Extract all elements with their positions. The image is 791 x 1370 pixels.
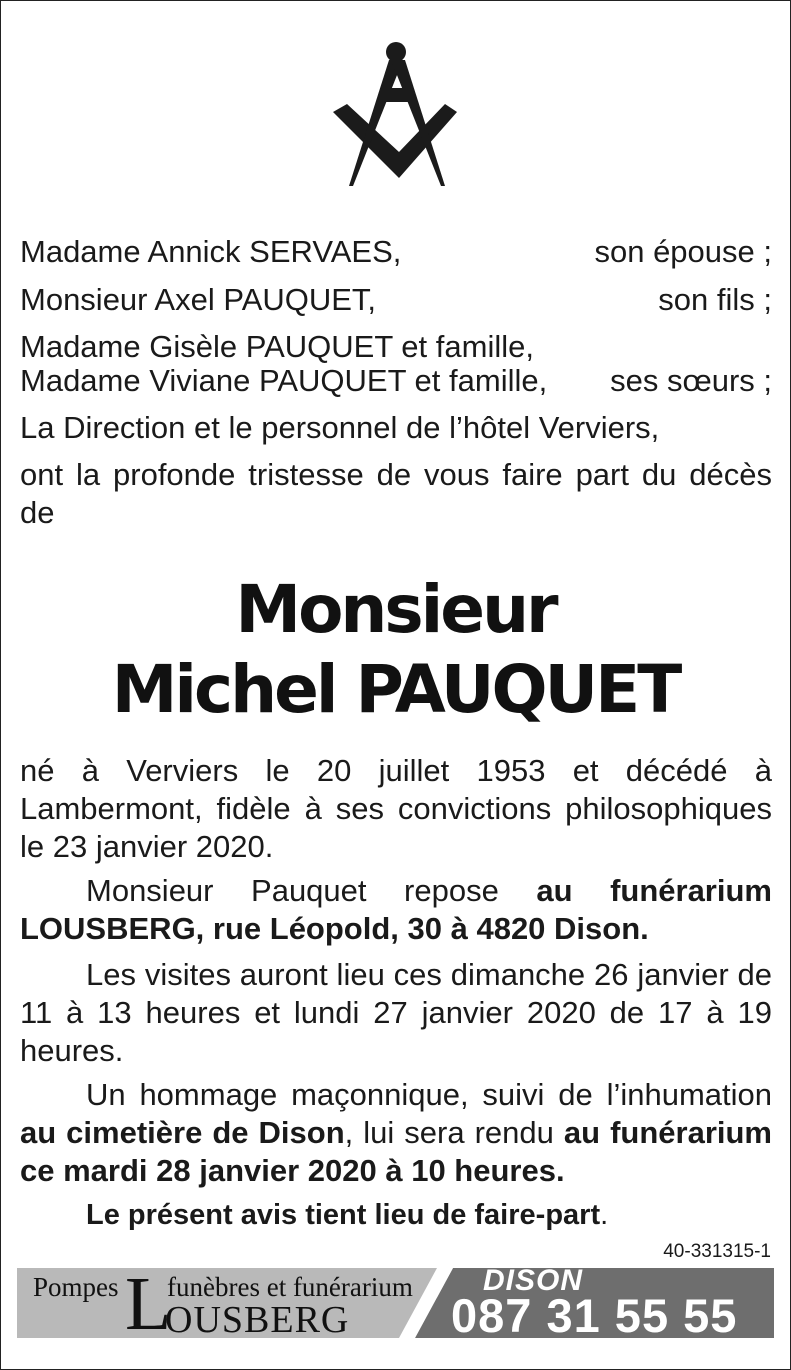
city-label: DISON [483,1268,584,1297]
family-name: Madame Gisèle PAUQUET et famille, [20,329,534,364]
family-line-4 [20,362,772,400]
pompes-text: Pompes [33,1272,119,1302]
family-relation: son fils ; [658,282,772,317]
ceremony-text-1: Un hommage maçonnique, suivi de l’inhumation [86,1077,772,1112]
ceremony-paragraph [20,1076,772,1190]
family-relation: ses sœurs ; [610,363,772,398]
visits-paragraph: Les visites auront lieu ces dimanche 26 janvier de 11 à 13 heures et lundi 27 janvier 2020 de 17 à 19 heures. [20,957,772,1068]
repose-paragraph [20,872,772,948]
closing-punct: . [600,1199,609,1231]
square-and-compass-emblem [329,40,461,186]
family-relation: son épouse ; [594,234,772,269]
cemetery-text: au cimetière de Dison [20,1115,345,1150]
birth-death-paragraph: né à Verviers le 20 juillet 1953 et décédé à Lambermont, fidèle à ses convictions philosophiques le 23 janvier 2020. [20,753,772,864]
family-line-5 [20,409,772,447]
closing-text: Le présent avis tient lieu de faire-part [86,1199,601,1231]
closing-note [86,1196,608,1234]
ceremony-text-2: , lui sera rendu [344,1115,564,1150]
family-name: Madame Annick SERVAES, [20,234,402,269]
lousberg-name: OUSBERG [165,1299,350,1338]
funerarium-address: au funérarium LOUSBERG, rue Léopold, 30 à 4820 Dison. [20,873,772,946]
repose-text: Monsieur Pauquet repose [86,873,537,908]
funeral-home-banner [17,1268,774,1338]
phone-number: 087 31 55 55 [451,1289,738,1338]
services-text: funèbres et funérarium [167,1272,413,1302]
family-name: La Direction et le personnel de l’hôtel Verviers, [20,410,660,445]
lousberg-initial: L [125,1268,172,1338]
intro-text: ont la profonde tristesse de vous faire part du décès de [20,457,772,530]
family-line-2 [20,281,772,319]
deceased-title: Monsieur [235,571,556,648]
ceremony-date: au funérarium ce mardi 28 janvier 2020 à 10 heures. [20,1115,772,1188]
family-name: Madame Viviane PAUQUET et famille, [20,363,548,398]
family-line-3 [20,328,772,366]
family-name: Monsieur Axel PAUQUET, [20,282,377,317]
reference-number: 40-331315-1 [663,1241,771,1262]
family-line-1 [20,233,772,271]
deceased-name: Michel PAUQUET [111,651,680,728]
